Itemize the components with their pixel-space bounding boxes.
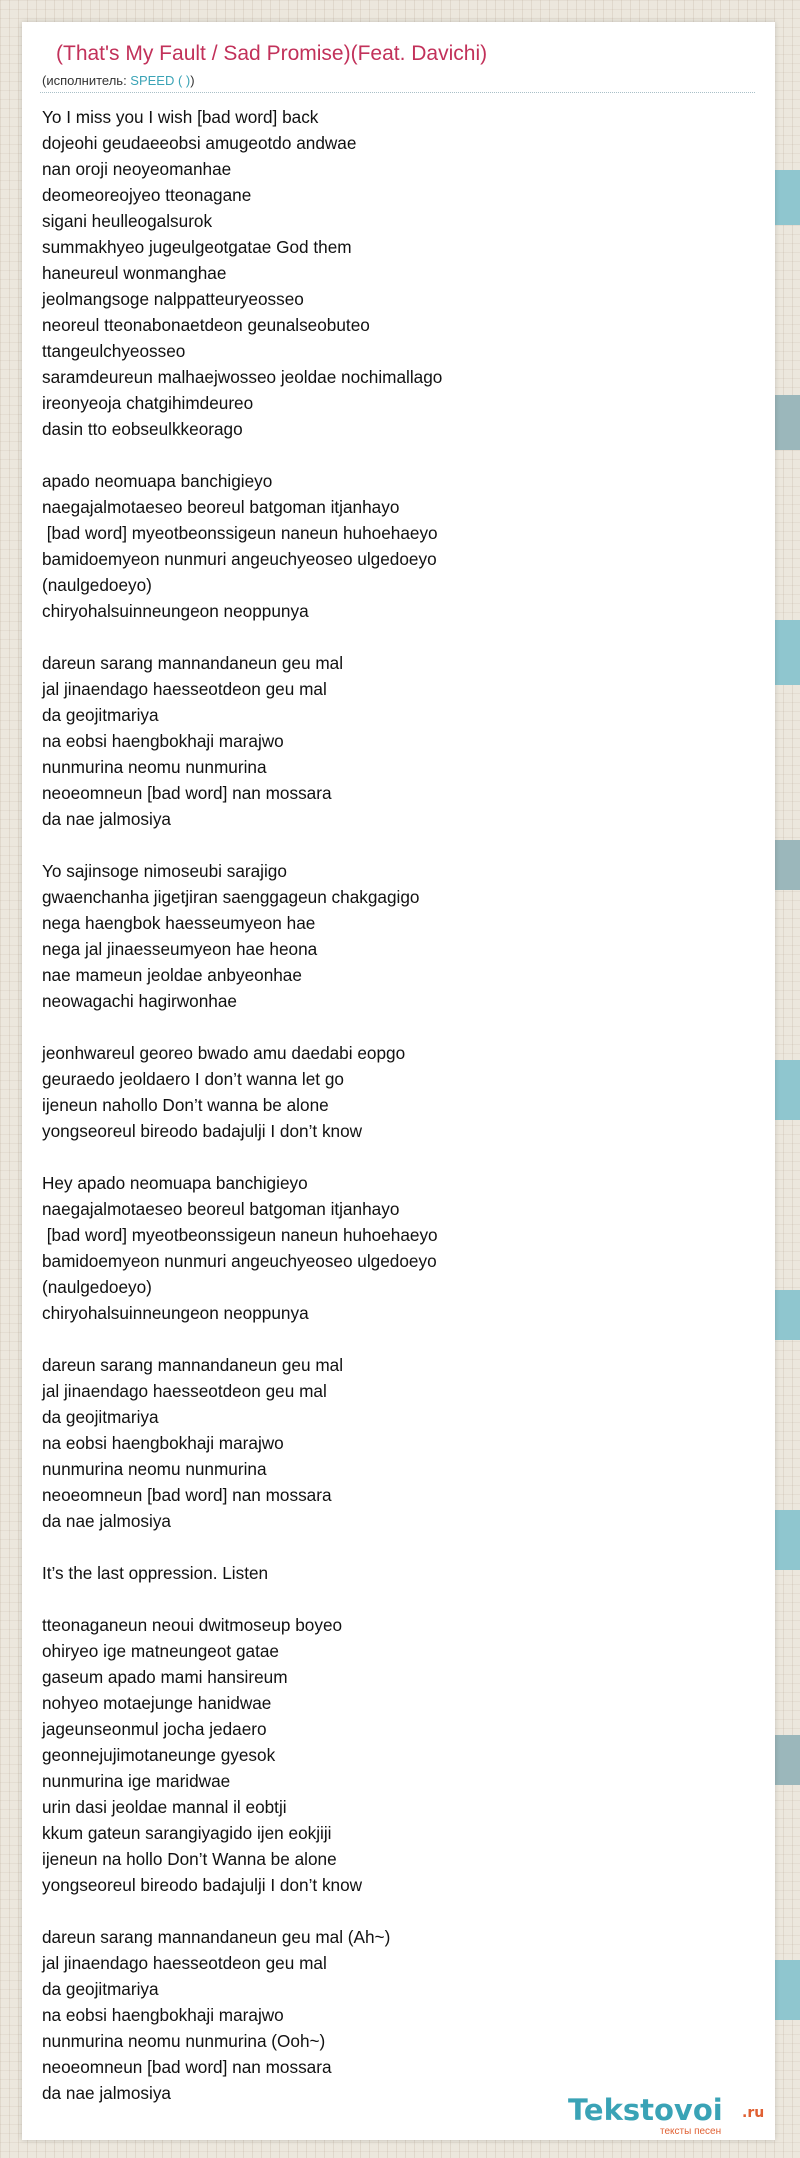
lyric-line	[42, 1326, 742, 1352]
edge-stripe	[775, 1960, 800, 2020]
lyric-line	[42, 1586, 742, 1612]
lyric-line: dareun sarang mannandaneun geu mal (Ah~)	[42, 1927, 391, 1947]
lyric-line: jal jinaendago haesseotdeon geu mal	[42, 1953, 327, 1973]
lyric-line: jal jinaendago haesseotdeon geu mal	[42, 679, 327, 699]
lyric-line: [bad word] myeotbeonssigeun naneun huhoehaeyo	[42, 523, 438, 543]
lyric-line: da geojitmariya	[42, 1979, 159, 1999]
logo-tagline: тексты песен	[660, 2126, 722, 2137]
lyric-line: da nae jalmosiya	[42, 809, 171, 829]
edge-stripe	[775, 840, 800, 890]
lyric-line: nunmurina neomu nunmurina	[42, 1459, 267, 1479]
lyric-line: sigani heulleogalsurok	[42, 211, 213, 231]
lyric-line: [bad word] myeotbeonssigeun naneun huhoehaeyo	[42, 1225, 438, 1245]
lyric-line	[42, 1144, 742, 1170]
lyric-line: tteonaganeun neoui dwitmoseup boyeo	[42, 1615, 343, 1635]
site-logo[interactable]	[568, 2093, 773, 2139]
lyric-line: summakhyeo jugeulgeotgatae God them	[42, 237, 352, 257]
logo-word: Tekstovoi	[568, 2093, 723, 2127]
lyric-line: chiryohalsuinneungeon neoppunya	[42, 1303, 309, 1323]
lyric-line: ijeneun na hollo Don’t Wanna be alone	[42, 1849, 337, 1869]
lyric-line: yongseoreul bireodo badajulji I don’t know	[42, 1121, 363, 1141]
lyric-line	[42, 1534, 742, 1560]
edge-stripe	[775, 1290, 800, 1340]
edge-stripe	[775, 1735, 800, 1785]
lyric-line: ijeneun nahollo Don’t wanna be alone	[42, 1095, 329, 1115]
lyric-line: neoeomneun [bad word] nan mossara	[42, 783, 332, 803]
lyric-line: urin dasi jeoldae mannal il eobtji	[42, 1797, 287, 1817]
artist-prefix: (исполнитель:	[42, 73, 131, 88]
lyric-line: dojeohi geudaeeobsi amugeotdo andwae	[42, 133, 357, 153]
lyric-line: neowagachi hagirwonhae	[42, 991, 237, 1011]
lyric-line: geonnejujimotaneunge gyesok	[42, 1745, 276, 1765]
lyric-line: da nae jalmosiya	[42, 1511, 171, 1531]
lyrics-text	[42, 104, 742, 2106]
edge-stripe	[775, 1510, 800, 1570]
lyric-line: yongseoreul bireodo badajulji I don’t know	[42, 1875, 363, 1895]
lyric-line	[42, 832, 742, 858]
lyric-line: naegajalmotaeseo beoreul batgoman itjanhayo	[42, 497, 400, 517]
lyric-line: na eobsi haengbokhaji marajwo	[42, 731, 284, 751]
lyric-line: jeolmangsoge nalppatteuryeosseo	[42, 289, 304, 309]
lyric-line: (naulgedoeyo)	[42, 575, 152, 595]
artist-link[interactable]: SPEED ( )	[130, 73, 191, 88]
lyric-line: da nae jalmosiya	[42, 2083, 171, 2103]
edge-stripe	[775, 1060, 800, 1120]
lyric-line: Hey apado neomuapa banchigieyo	[42, 1173, 308, 1193]
lyric-line: jal jinaendago haesseotdeon geu mal	[42, 1381, 327, 1401]
lyric-line	[42, 442, 742, 468]
lyric-line: da geojitmariya	[42, 705, 159, 725]
lyric-line: jeonhwareul georeo bwado amu daedabi eopgo	[42, 1043, 406, 1063]
lyric-line: neoeomneun [bad word] nan mossara	[42, 1485, 332, 1505]
lyric-line: haneureul wonmanghae	[42, 263, 227, 283]
lyric-line: ttangeulchyeosseo	[42, 341, 186, 361]
lyric-line: neoreul tteonabonaetdeon geunalseobuteo	[42, 315, 370, 335]
lyric-line: nega haengbok haesseumyeon hae	[42, 913, 316, 933]
lyric-line: nan oroji neoyeomanhae	[42, 159, 232, 179]
lyric-line: nohyeo motaejunge hanidwae	[42, 1693, 272, 1713]
lyric-line: dareun sarang mannandaneun geu mal	[42, 1355, 344, 1375]
header-divider	[40, 92, 755, 93]
lyric-line: saramdeureun malhaejwosseo jeoldae nochimallago	[42, 367, 443, 387]
lyric-line: Yo I miss you I wish [bad word] back	[42, 107, 319, 127]
edge-stripe	[775, 620, 800, 685]
lyric-line	[42, 1898, 742, 1924]
lyric-line: kkum gateun sarangiyagido ijen eokjiji	[42, 1823, 332, 1843]
lyric-line: nunmurina neomu nunmurina	[42, 757, 267, 777]
lyric-line: (naulgedoeyo)	[42, 1277, 152, 1297]
lyric-line: nunmurina neomu nunmurina (Ooh~)	[42, 2031, 326, 2051]
edge-stripe	[775, 395, 800, 450]
lyric-line: nega jal jinaesseumyeon hae heona	[42, 939, 318, 959]
lyric-line: geuraedo jeoldaero I don’t wanna let go	[42, 1069, 344, 1089]
lyric-line: na eobsi haengbokhaji marajwo	[42, 1433, 284, 1453]
artist-line	[42, 73, 195, 88]
song-title: (That's My Fault / Sad Promise)(Feat. Davichi)	[56, 42, 488, 65]
lyric-line: gwaenchanha jigetjiran saenggageun chakgagigo	[42, 887, 420, 907]
lyric-line: ireonyeoja chatgihimdeureo	[42, 393, 254, 413]
lyric-line: deomeoreojyeo tteonagane	[42, 185, 252, 205]
lyric-line: naegajalmotaeseo beoreul batgoman itjanhayo	[42, 1199, 400, 1219]
lyric-line: jageunseonmul jocha jedaero	[42, 1719, 267, 1739]
lyric-line: nae mameun jeoldae anbyeonhae	[42, 965, 302, 985]
lyric-line	[42, 624, 742, 650]
lyric-line: ohiryeo ige matneungeot gatae	[42, 1641, 279, 1661]
edge-stripe	[775, 170, 800, 225]
lyric-line: dareun sarang mannandaneun geu mal	[42, 653, 344, 673]
lyric-line: dasin tto eobseulkkeorago	[42, 419, 243, 439]
lyric-line: bamidoemyeon nunmuri angeuchyeoseo ulgedoeyo	[42, 1251, 437, 1271]
artist-suffix: )	[190, 73, 195, 88]
lyric-line: apado neomuapa banchigieyo	[42, 471, 273, 491]
lyric-line: neoeomneun [bad word] nan mossara	[42, 2057, 332, 2077]
lyric-line: gaseum apado mami hansireum	[42, 1667, 288, 1687]
lyric-line: bamidoemyeon nunmuri angeuchyeoseo ulgedoeyo	[42, 549, 437, 569]
lyric-line: It’s the last oppression. Listen	[42, 1563, 269, 1583]
logo-tld: .ru	[742, 2105, 765, 2121]
lyric-line: da geojitmariya	[42, 1407, 159, 1427]
lyric-line: na eobsi haengbokhaji marajwo	[42, 2005, 284, 2025]
lyric-line: Yo sajinsoge nimoseubi sarajigo	[42, 861, 287, 881]
lyric-line	[42, 1014, 742, 1040]
lyric-line: nunmurina ige maridwae	[42, 1771, 231, 1791]
lyric-line: chiryohalsuinneungeon neoppunya	[42, 601, 309, 621]
